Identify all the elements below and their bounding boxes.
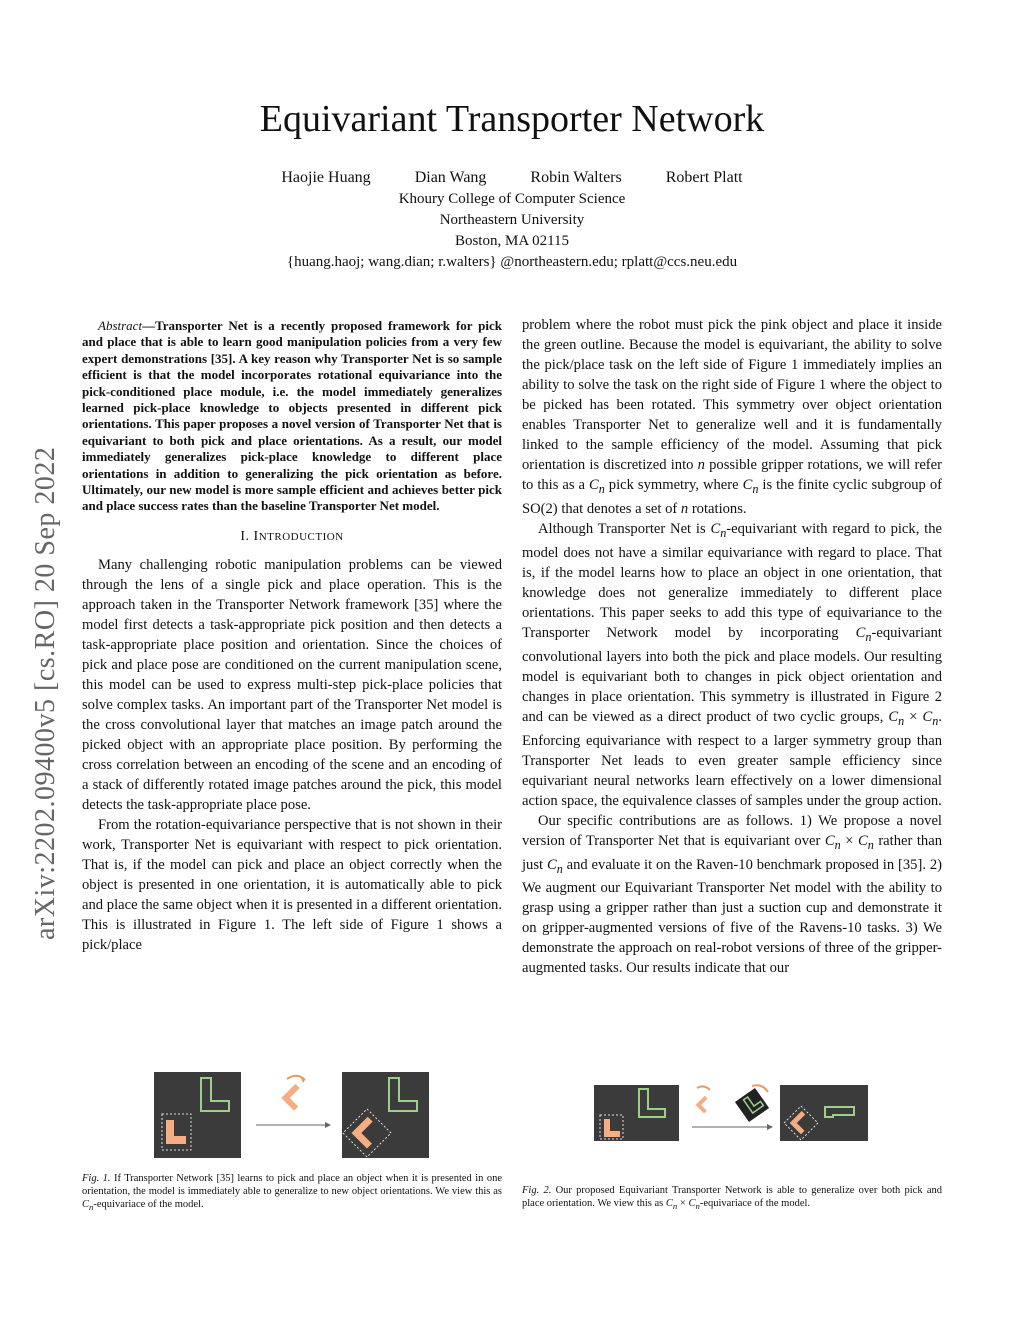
abstract-label: Abstract xyxy=(98,318,143,333)
paragraph: Although Transporter Net is $C_n$-equivariant with regard to pick, the model does not have a similar equivariance with regard to place. That is, if the model learns how to place an object in one orientation, that knowledge does not generalize immediately to different place orientations. This paper seeks to add this type of equivariance to the Transporter Network model by incorporating $C_n$-equivariant convolutional layers into both the pick and place models. Our resulting model is equivariant both to changes in pick object orientation and changes in place orientation. This symmetry is illustrated in Figure 2 and can be viewed as a direct product of two cyclic groups, $C_n \times C_n$. Enforcing equivariance with respect to a larger symmetry group than Transporter Net leads to even greater sample efficiency since equivariant neural networks learn effectively on a lower dimensional action space, the equivalence classes of samples under the group action. xyxy=(522,520,942,809)
figure-label: Fig. 2. xyxy=(522,1185,552,1196)
paragraph: Our specific contributions are as follows. 1) We propose a novel version of Transporter Net that is equivariant over $C_n \times C_n$ rather than just $C_n$ and evaluate it on the Raven-10 benchmark proposed in [35]. 2) We augment our Equivariant Transporter Net model with the ability to grasp using a gripper rather than just a suction cup and demonstrate it on gripper-augmented versions of five of the Ravens-10 tasks. 3) We demonstrate the approach on real-robot versions of three of the gripper-augmented tasks. Our results indicate that our xyxy=(522,812,943,977)
figure-2-illustration xyxy=(594,1083,870,1143)
figure-2 xyxy=(594,1083,870,1143)
section-title-rest: NTRODUCTION xyxy=(258,530,344,543)
rotated-place-patch xyxy=(734,1087,770,1123)
author-name: Haojie Huang xyxy=(281,169,371,186)
rotation-arrow-icon xyxy=(697,1086,710,1090)
figure-label: Fig. 1. xyxy=(82,1173,111,1184)
affiliation-line: Khoury College of Computer Science xyxy=(398,191,626,207)
abstract xyxy=(82,318,502,515)
rotated-object xyxy=(281,1084,308,1111)
rotated-object xyxy=(696,1096,714,1114)
section-heading xyxy=(82,527,502,547)
figure-1-illustration xyxy=(154,1070,434,1160)
left-column xyxy=(82,318,502,955)
right-column xyxy=(522,315,942,978)
transform-arrowhead xyxy=(767,1124,773,1130)
paragraph: problem where the robot must pick the pink object and place it inside the green outline. Because the model is equivariant, the ability to solve the pick/place task on the left side of Figure 1 immediately implies an ability to solve the task on the right side of Figure 1 where the object to be picked has been rotated. This symmetry over object orientation enables Transporter Net to generalize well and it is fundamentally linked to the sample efficiency of the model. Assuming that pick orientation is discretized into n possible gripper rotations, we will refer to this as a $C_n$ pick symmetry, where $C_n$ is the finite cyclic subgroup of SO(2) that denotes a set of n rotations. xyxy=(522,317,942,517)
paragraph: Many challenging robotic manipulation problems can be viewed through the lens of a single pick and place operation. This is the approach taken in the Transporter Network framework [35] where the model first detects a task-appropriate pick position and then detects a task-appropriate place position and orientation. Since the choices of pick and place pose are conditioned on the current manipulation scene, this model can be used to express multi-step pick-place policies that solve complex tasks. An important part of the Transporter Net model is the cross convolutional layer that matches an image patch around the picked object with an appropriate place position. By performing the cross correlation between an encoding of the scene and an encoding of a stack of differently rotated image patches around the pick, this model detects the task-appropriate place pose. xyxy=(82,556,502,813)
transform-arrowhead xyxy=(325,1122,331,1128)
author-list xyxy=(0,168,1024,188)
author-emails: {huang.haoj; wang.dian; r.walters} @northeastern.edu; rplatt@ccs.neu.edu xyxy=(286,254,738,270)
author-name: Robin Walters xyxy=(530,169,622,186)
paragraph: From the rotation-equivariance perspective that is not shown in their work, Transporter Net is equivariant with respect to pick orientation. That is, if the model can pick and place an object correctly when the object is presented in one orientation, it is automatically able to pick and place the same object when it is presented in a different orientation. This is illustrated in Figure 1. The left side of Figure 1 shows a pick/place xyxy=(82,816,502,953)
paper-title: Equivariant Transporter Network xyxy=(259,98,765,140)
arxiv-sidebar-id: arXiv:2202.09400v5 [cs.RO] 20 Sep 2022 xyxy=(30,446,61,940)
section-numeral: I. xyxy=(240,528,254,544)
author-name: Robert Platt xyxy=(665,169,743,186)
author-name: Dian Wang xyxy=(414,169,487,186)
figure-2-caption: Fig. 2. Our proposed Equivariant Transporter Network is able to generalize over both pick and place orientation. We view this as $C_n$ × $C_n$-equivariace of the model. xyxy=(522,1185,942,1212)
affiliation-line: Northeastern University xyxy=(439,212,585,228)
figure-1-caption: Fig. 1. If Transporter Network [35] learns to pick and place an object when it is presented in one orientation, the model is immediately able to generalize to new object orientations. We view this as $C_n$-equivariace of the model. xyxy=(82,1173,502,1213)
section-title-initial: I xyxy=(253,528,259,544)
scene-panel-left xyxy=(154,1072,241,1158)
affiliation-line: Boston, MA 02115 xyxy=(454,233,570,249)
abstract-text: —Transporter Net is a recently proposed framework for pick and place that is able to learn good manipulation policies from a very few expert demonstrations [35]. A key reason why Transporter Net is so sample efficient is that the model incorporates rotational equivariance into the pick-conditioned place module, i.e. the model immediately generalizes learned pick-place knowledge to objects presented in different pick orientations. This paper proposes a novel version of Transporter Net that is equivariant to both pick and place orientations. As a result, our model immediately generalizes pick-place knowledge to different place orientations in addition to generalizing the pick orientation as before. Ultimately, our new model is more sample efficient and achieves better pick and place success rates than the baseline Transporter Net model. xyxy=(82,318,502,514)
figure-1 xyxy=(154,1070,434,1160)
